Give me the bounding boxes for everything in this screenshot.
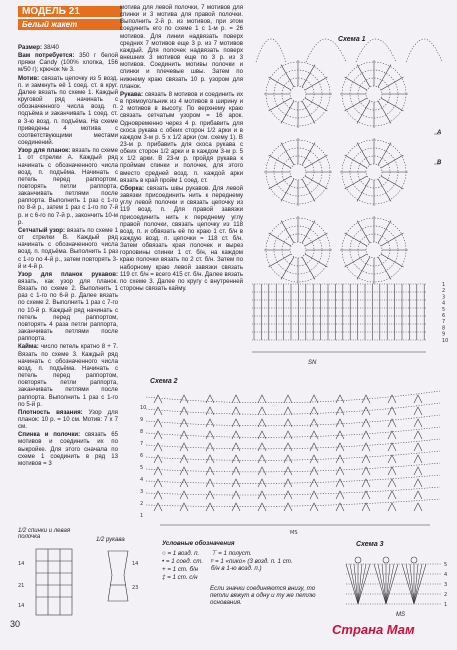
fan-stitch: [154, 395, 162, 403]
col1-paragraph: [18, 409, 118, 430]
fan-stitch: [414, 443, 422, 451]
legend-text: = 1 «пико» (3 возд. п. 1 ст. б/н в 1-ю возд. п.): [211, 558, 293, 572]
fan-stitch: [336, 479, 344, 487]
col1-paragraph: [18, 52, 118, 73]
fan-stitch: [414, 407, 422, 415]
fan-stitch: [284, 467, 292, 475]
fan-stitch: [258, 431, 266, 439]
fan-stitch: [180, 431, 188, 439]
motif-spoke: [302, 65, 315, 88]
fan-stitch: [258, 491, 266, 499]
row-number: 5: [444, 562, 448, 568]
arch-line: [256, 39, 286, 62]
fan-stitch: [284, 419, 292, 427]
picot: [411, 557, 417, 563]
page-number: 30: [10, 619, 21, 629]
model-number: МОДЕЛЬ 21: [18, 6, 122, 17]
fan-stitch: [414, 503, 422, 511]
paragraph-heading: Вам потребуется:: [18, 52, 75, 60]
row-number: 4: [444, 572, 448, 578]
paragraph-heading: Узор для планок рукавов:: [18, 270, 118, 278]
picot: [383, 557, 389, 563]
fan-stitch: [362, 479, 370, 487]
motif-spoke: [281, 257, 294, 280]
fan-stitch: [362, 395, 370, 403]
motif-spoke: [378, 257, 391, 280]
fan-stitch: [154, 407, 162, 415]
paragraph-text: связать 65 мотивов и соединить их по выкройке. Для этого сначала по схеме 1 соединить в ряд 13 мотивов = 3: [18, 431, 118, 467]
fan-stitch: [232, 455, 240, 463]
fan-stitch: [310, 455, 318, 463]
motif-ring: [290, 164, 306, 180]
fan-stitch: [232, 395, 240, 403]
fan-stitch: [362, 419, 370, 427]
row-number: 5: [442, 306, 446, 313]
row-number: 4: [140, 477, 144, 483]
edging-strokes: [346, 557, 442, 604]
motif-spoke: [345, 77, 368, 90]
fan-stitch: [206, 491, 214, 499]
row-number: 1: [444, 602, 448, 608]
motif-spoke: [378, 221, 391, 244]
motif-spoke: [357, 179, 370, 202]
motif-spoke: [305, 254, 328, 267]
pattern-header: [18, 6, 122, 30]
motif-spoke: [378, 143, 391, 166]
fan-stitch: [180, 455, 188, 463]
motif-spoke: [269, 77, 292, 90]
row-number: 3: [442, 294, 446, 301]
fan-stitch: [232, 467, 240, 475]
arrow-b-label: B: [437, 160, 442, 166]
col1-paragraph: [18, 147, 118, 226]
fan-stitch: [362, 431, 370, 439]
col1-paragraph: [18, 431, 118, 467]
col1-paragraph: [18, 271, 118, 343]
fan-stitch: [154, 503, 162, 511]
legend-item: [162, 566, 203, 573]
fan-stitch: [414, 455, 422, 463]
border-strokes: [146, 391, 440, 525]
garment-schematics: [16, 545, 156, 620]
fan-stitch: [258, 419, 266, 427]
motif-ring: [366, 164, 382, 180]
fan-stitch: [284, 479, 292, 487]
fan-stitch: [284, 455, 292, 463]
fan-stitch: [336, 395, 344, 403]
col1-paragraph: [18, 343, 118, 407]
col2-paragraph: [120, 185, 243, 292]
motif-spoke: [269, 254, 292, 267]
fan-stitch: [284, 491, 292, 499]
fan-stitch: [336, 431, 344, 439]
motif-spoke: [305, 176, 328, 189]
col1-paragraph: [18, 75, 118, 147]
fan-stitch: [206, 467, 214, 475]
motif-spoke: [381, 98, 404, 111]
fan-stitch: [310, 479, 318, 487]
legend-column-1: [162, 550, 203, 582]
motif-spoke: [305, 155, 328, 168]
row-numbers: [444, 562, 447, 608]
fan-stitch: [388, 503, 396, 511]
legend-item: [211, 550, 295, 557]
chart-row: [146, 451, 440, 460]
fan-stitch: [388, 443, 396, 451]
fan-stitch: [206, 395, 214, 403]
fan-stitch: [258, 443, 266, 451]
motif-spoke: [345, 98, 368, 111]
fan-stitch: [336, 419, 344, 427]
fan-stitch: [232, 491, 240, 499]
motif-spoke: [269, 155, 292, 168]
row-number: 3: [140, 489, 144, 495]
col1-paragraph: [18, 227, 118, 270]
paragraph-heading: Плотность вязания:: [18, 408, 83, 416]
half-back-label: 1/2 спинки и левая полочка: [18, 528, 71, 540]
fan-stitch: [362, 491, 370, 499]
fan-stitch: [336, 407, 344, 415]
scheme1-title: Схема 1: [338, 36, 366, 43]
watermark-logo: Страна Мам: [332, 622, 415, 637]
row-number: 4: [442, 300, 446, 307]
legend-symbol: •: [162, 558, 166, 565]
fan-stitch: [388, 407, 396, 415]
motif-spoke: [269, 98, 292, 111]
motif-spoke: [281, 179, 294, 202]
fan-stitch: [258, 407, 266, 415]
motif-spoke: [281, 101, 294, 124]
fan-stitch: [284, 443, 292, 451]
fan-stitch: [206, 479, 214, 487]
fan-stitch: [388, 479, 396, 487]
fan-stitch: [232, 443, 240, 451]
paragraph-text: вязать, как узор для планок. Вязать по схеме 2. Выполнить 1 раз с 1-го по 6-й р. Далее вязать по схеме 2. Выполнить 1 раз с 7-го по 10-й р. Каждый ряд начинать с петель перед раппортом, повторять 4 раза петли раппорта, заканчивать петлями после раппорта.: [18, 278, 118, 343]
paragraph-text: 350 г белой пряжи Candy (100% хлопка, 156 м/50 г); крючок № 3.: [18, 52, 118, 74]
fan-stitch: [258, 467, 266, 475]
chart-row: [146, 499, 440, 507]
fan-stitch: [258, 395, 266, 403]
paragraph-heading: Рукава:: [120, 90, 143, 98]
fan-stitch: [180, 407, 188, 415]
fan-stitch: [336, 455, 344, 463]
motif-spoke: [378, 101, 391, 124]
fan-stitch: [284, 503, 292, 511]
fan-stitch: [258, 503, 266, 511]
fan-stitch: [414, 491, 422, 499]
legend-text: = 1 соед. ст.: [165, 558, 204, 565]
row-number: 10: [442, 337, 449, 344]
scheme1-motif-chart: [246, 22, 452, 362]
legend-item: [211, 558, 295, 572]
row-number: 7: [442, 319, 446, 326]
fan-stitch: [258, 455, 266, 463]
chart-row: [146, 391, 440, 403]
paragraph-text: вязать по схеме 1 от стрелки А. Каждый ряд начинать с обозначенного числа возд. п. подъёма. Начинать с петель перед раппортом, повторять петли раппорта, заканчивать петлями после раппорта. Выполнить 1 раз с 1-го по 8-й р., затем 1 раз с 1-го по 7-й р. и с 6-го по 7-й р., закончить 10-м р.: [18, 147, 118, 226]
paragraph-heading: Сетчатый узор:: [18, 226, 66, 234]
paragraph-heading: Кайма:: [18, 343, 39, 351]
paragraph-text: связать швы рукавов. Для левой завязки присоединить нить к переднему углу левой полочки и связать цепочку из 119 возд. п. Для правой завязки присоединить нить к переднему углу правой полочки, связать цепочку из 118 возд. п. и обвязать её по краю 1 ст. б/н в каждую возд. п. цепочки = 118 ст. б/н. Затем обвязать края полочек и вырез горловины спинки 1 ст. б/н, на каждом краю полочки вязать по 2 ст. б/н. Затем по наборному краю левой завязки связать 119 ст. б/н = всего 415 ст. б/н. Далее вязать по схеме 3. Далее по кругу с внутренней стороны связать кайму.: [120, 184, 243, 293]
fan-stitch: [180, 443, 188, 451]
fan-stitch: [310, 467, 318, 475]
chart-row: [146, 487, 440, 495]
fan-stitch: [388, 431, 396, 439]
fan-stitch: [180, 419, 188, 427]
motif-ring: [366, 86, 382, 102]
svg-text:23: 23: [132, 585, 139, 591]
fan-stitch: [336, 467, 344, 475]
fan-stitch: [414, 419, 422, 427]
row-number: 6: [140, 453, 144, 459]
chart-row: [146, 439, 440, 449]
legend-text: = 1 ст. с/н: [167, 574, 198, 581]
legend-symbol: ᵖ: [211, 558, 216, 565]
motif-spoke: [305, 233, 328, 246]
fan-stitch: [232, 479, 240, 487]
scheme1-sn: SN: [308, 360, 317, 366]
motif-spoke: [281, 143, 294, 166]
scheme3-title: Схема 3: [356, 541, 384, 548]
fan-stitch: [206, 455, 214, 463]
half-sleeve-label: 1/2 рукава: [96, 537, 125, 543]
paragraph-heading: Спинка и полочки:: [18, 431, 81, 439]
legend-text: = 1 ст. б/н: [167, 566, 199, 573]
fan-stitch: [206, 431, 214, 439]
fan-stitch: [362, 467, 370, 475]
chart-row: [146, 427, 440, 437]
motif-spoke: [381, 77, 404, 90]
motif-spoke: [357, 257, 370, 280]
motif-strokes: [252, 39, 442, 352]
svg-text:14: 14: [18, 561, 25, 567]
row-number: 2: [444, 592, 448, 598]
fan-stitch: [388, 455, 396, 463]
motif-ring: [290, 86, 306, 102]
legend-symbol: +: [162, 566, 168, 573]
fan-stitch: [284, 431, 292, 439]
fan-stitch: [414, 479, 422, 487]
fan-stitch: [154, 455, 162, 463]
paragraph-text: 38/40: [41, 44, 59, 51]
col2-paragraph: [120, 4, 243, 90]
row-number: 2: [140, 501, 144, 507]
motif-spoke: [345, 155, 368, 168]
row-number: 9: [442, 331, 446, 338]
fan-stitch: [206, 443, 214, 451]
fan-stitch: [232, 503, 240, 511]
motif-ring: [366, 242, 382, 258]
paragraph-heading: Узор для планок:: [18, 147, 71, 155]
picot: [355, 557, 361, 563]
motif-spoke: [381, 233, 404, 246]
fan-stitch: [180, 491, 188, 499]
motif-spoke: [378, 179, 391, 202]
fan-stitch: [414, 431, 422, 439]
instructions-column-1: [18, 44, 118, 468]
row-number: 7: [140, 441, 144, 447]
motif-spoke: [302, 257, 315, 280]
row-number: 9: [140, 417, 144, 423]
paragraph-text: Узор для планок: 10 р. = 10 см. Мотив: 7 х 7 см.: [18, 408, 118, 431]
paragraph-heading: Сборка:: [120, 184, 144, 192]
svg-text:21: 21: [18, 583, 25, 589]
chart-row: [146, 415, 440, 426]
fan-stitch: [154, 419, 162, 427]
fan-stitch: [180, 479, 188, 487]
pattern-title: Белый жакет: [18, 19, 122, 30]
fan-stitch: [388, 395, 396, 403]
svg-text:14: 14: [132, 561, 139, 567]
fan-stitch: [232, 407, 240, 415]
fan-stitch: [414, 467, 422, 475]
legend-column-2: [211, 550, 295, 582]
legend-title: Условные обозначения: [162, 540, 235, 547]
fan-stitch: [310, 491, 318, 499]
fan-stitch: [336, 491, 344, 499]
fan-stitch: [310, 443, 318, 451]
row-number: 3: [444, 582, 448, 588]
motif-spoke: [378, 65, 391, 88]
row-number: 2: [442, 288, 446, 295]
fan-stitch: [406, 564, 414, 604]
motif-spoke: [381, 155, 404, 168]
fan-stitch: [154, 491, 162, 499]
fan-stitch: [362, 443, 370, 451]
scheme2-title: Схема 2: [150, 378, 178, 385]
motif-spoke: [381, 176, 404, 189]
fan-stitch: [154, 431, 162, 439]
paragraph-text: вязать по схеме 1 от стрелки В. Каждый ряд начинать с обозначенного числа возд. п. подъёма. Выполнить 1 раз с 1-го по 4-й р., затем повторять 3-й и 4-й р.: [18, 226, 118, 270]
fan-stitch: [310, 407, 318, 415]
instructions-column-2: [120, 4, 243, 293]
fan-stitch: [206, 503, 214, 511]
motif-spoke: [357, 65, 370, 88]
motif-spoke: [357, 221, 370, 244]
arch-line: [306, 39, 346, 62]
fan-stitch: [154, 479, 162, 487]
fan-stitch: [180, 503, 188, 511]
fan-stitch: [284, 407, 292, 415]
fan-stitch: [362, 407, 370, 415]
svg-text:14: 14: [18, 603, 25, 609]
arrow-a-label: A: [437, 130, 442, 136]
legend-symbol: ⊤: [211, 550, 219, 557]
motif-spoke: [345, 233, 368, 246]
fan-stitch: [310, 503, 318, 511]
col2-paragraph: [120, 91, 243, 184]
fan-stitch: [284, 395, 292, 403]
row-number: 8: [442, 325, 446, 332]
fan-stitch: [388, 467, 396, 475]
fan-stitch: [362, 503, 370, 511]
motif-spoke: [281, 65, 294, 88]
motif-spoke: [305, 98, 328, 111]
legend: [162, 540, 322, 606]
motif-spoke: [269, 176, 292, 189]
fan-stitch: [414, 395, 422, 403]
row-number: 5: [140, 465, 144, 471]
fan-stitch: [154, 443, 162, 451]
fan-stitch: [154, 467, 162, 475]
fan-stitch: [232, 431, 240, 439]
row-number: 1: [140, 513, 144, 519]
fan-stitch: [388, 491, 396, 499]
fan-stitch: [358, 564, 366, 604]
scheme3-ms: MS: [396, 612, 405, 618]
row-number: 8: [140, 429, 144, 435]
motif-ring: [290, 242, 306, 258]
legend-item: [162, 574, 203, 581]
fan-stitch: [336, 443, 344, 451]
motif-spoke: [302, 179, 315, 202]
fan-stitch: [232, 419, 240, 427]
legend-text: = 1 возд. п.: [167, 550, 200, 557]
legend-item: [162, 558, 203, 565]
paragraph-text: связать цепочку из 5 возд. п. и замкнуть её 1 соед. ст. в круг. Далее вязать по схеме 1. Каждый круговой ряд начинать с обозначенного числа возд. п. подъёма и заканчивать 1 соед. ст. в 3-ю возд. п. подъёма. На схеме приведены 4 мотива с соответствующими местами соединений.: [18, 74, 118, 147]
fan-stitch: [180, 395, 188, 403]
scheme2-border-chart: [140, 385, 450, 537]
fan-stitch: [206, 419, 214, 427]
motif-spoke: [281, 221, 294, 244]
legend-symbol: ○: [162, 550, 168, 557]
row-number: 10: [140, 405, 147, 411]
paragraph-text: мотива для левой полочки, 7 мотивов для спинки и 3 мотива для правой полочки. Выполнить 2-й р. из мотивов, при этом соединить его по схеме 1 с 1-м р. = 26 мотивов. Для линии надвязать поверх средних 7 мотивов еще 3 р. из 7 мотивов каждый. Для полочек надвязать поверх внешних 3 мотивов еще по 3 р. из 3 мотивов. Соединить мотивы полочки и спинки и плечевые швы. Затем по нижнему краю связать 10 р. узором для планок.: [120, 4, 243, 90]
legend-note: Если значки соединяются внизу, то петли вяжут в одну и ту же петлю основания.: [210, 585, 316, 606]
fan-stitch: [180, 467, 188, 475]
paragraph-heading: Размер:: [18, 44, 42, 51]
paragraph-text: связать 8 мотивов и соединить их в прямоугольник из 4 мотивов в ширину и 2 мотивов в высоту. По верхнему краю связать сетчатым узором = 16 арок. Одновременно через 4 р. прибавить для скоса рукава с обеих сторон 1/2 арки и в каждом 3-м р. 5 х 1/2 арки (см. схему 1). В 23-м р. прибавить для скоса рукава с обеих сторон 1/2 арки и в каждом 3-м р. 5 х 1/2 арки. В 23-м р. пройдя рукава к проймам спинки и полочек, для этого вместо средней возд. п. каждой арки вязать в край пройм 1 соед. ст.: [120, 90, 243, 184]
motif-spoke: [345, 254, 368, 267]
motif-spoke: [302, 143, 315, 166]
col1-paragraph: [18, 44, 118, 51]
motif-spoke: [305, 77, 328, 90]
motif-spoke: [357, 101, 370, 124]
fan-stitch: [362, 455, 370, 463]
fan-stitch: [336, 503, 344, 511]
arch-line: [356, 39, 396, 62]
legend-symbol: ‡: [162, 574, 168, 581]
legend-text: = 1 полуст.: [218, 550, 252, 557]
motif-spoke: [381, 254, 404, 267]
arch-line: [406, 39, 442, 62]
fan-stitch: [310, 431, 318, 439]
row-number: 6: [442, 313, 446, 319]
chart-row: [146, 403, 440, 414]
fan-stitch: [206, 407, 214, 415]
legend-item: [162, 550, 203, 557]
scheme3-edging-chart: [338, 550, 450, 612]
motif-spoke: [302, 221, 315, 244]
fan-stitch: [310, 395, 318, 403]
repeat-label: MS: [290, 530, 298, 536]
motif-spoke: [269, 233, 292, 246]
chart-row: [146, 475, 440, 483]
row-numbers: [442, 282, 448, 344]
paragraph-text: число петель кратно 8 + 7. Вязать по схеме 3. Каждый ряд начинать с обозначенного числа возд. п. подъёма. Начинать с петель перед раппортом, повторять петли раппорта, заканчивать петлями после раппорта. Выполнить 1 раз с 1-го по 5-й р.: [18, 343, 118, 408]
row-number: 1: [442, 282, 446, 288]
fan-stitch: [310, 419, 318, 427]
motif-spoke: [357, 143, 370, 166]
motif-spoke: [302, 101, 315, 124]
fan-stitch: [388, 419, 396, 427]
row-numbers: [140, 405, 298, 536]
chart-row: [146, 463, 440, 472]
paragraph-heading: Мотив:: [18, 74, 40, 82]
motif-spoke: [345, 176, 368, 189]
fan-stitch: [258, 479, 266, 487]
